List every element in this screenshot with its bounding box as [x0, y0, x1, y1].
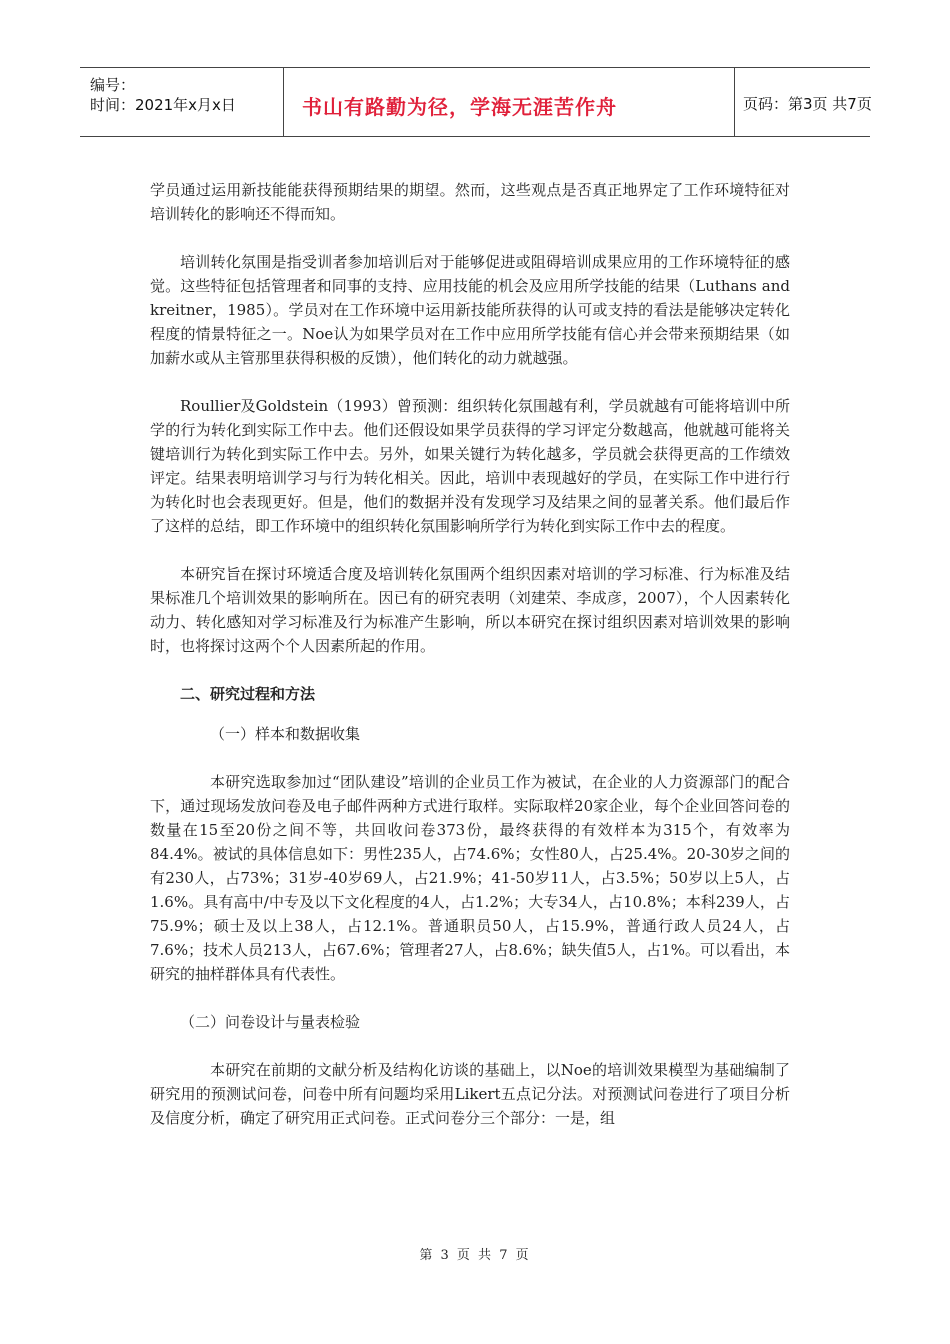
- paragraph-4: 本研究旨在探讨环境适合度及培训转化氛围两个组织因素对培训的学习标准、行为标准及结果标准几个培训效果的影响所在。因已有的研究表明（刘建荣、李成彦，2007），个人因素转化动力、转化感知对学习标准及行为标准产生影响，所以本研究在探讨组织因素对培训效果的影响时，也将探讨这两个个人因素所起的作用。: [150, 565, 790, 655]
- header-motto-cell: [284, 68, 735, 136]
- document-number-label: 编号：: [90, 76, 136, 94]
- header-page-cell: [735, 68, 870, 136]
- paragraph-5: 本研究选取参加过“团队建设”培训的企业员工作为被试，在企业的人力资源部门的配合下，通过现场发放问卷及电子邮件两种方式进行取样。实际取样20家企业，每个企业回答问卷的数量在15至20份之间不等，共回收问卷373份，最终获得的有效样本为315个，有效率为84.4%。被试的具体信息如下：男性235人，占74.6%；女性80人，占25.4%。20-30岁之间的有230人，占73%；31岁-40岁69人，占21.9%；41-50岁11人，占3.5%；50岁以上5人，占1.6%。具有高中/中专及以下文化程度的4人，占1.2%；大专34人，占10.8%；本科239人，占75.9%；硕士及以上38人，占12.1%。普通职员50人，占15.9%，普通行政人员24人，占7.6%；技术人员213人，占67.6%；管理者27人，占8.6%；缺失值5人，占1%。可以看出，本研究的抽样群体具有代表性。: [150, 773, 790, 983]
- paragraph-6: 本研究在前期的文献分析及结构化访谈的基础上，以Noe的培训效果模型为基础编制了研究用的预测试问卷，问卷中所有问题均采用Likert五点记分法。对预测试问卷进行了项目分析及信度分析，确定了研究用正式问卷。正式问卷分三个部分：一是，组: [150, 1061, 790, 1127]
- header-table: [80, 67, 870, 137]
- header-page-number: 页码：第3页 共7页: [743, 95, 872, 113]
- subsection-heading-1: （一）样本和数据收集: [210, 725, 361, 743]
- section-heading: 二、研究过程和方法: [180, 685, 316, 703]
- paragraph-2: 培训转化氛围是指受训者参加培训后对于能够促进或阻碍培训成果应用的工作环境特征的感觉。这些特征包括管理者和同事的支持、应用技能的机会及应用所学技能的结果（Luthans and kreitner，1985）。学员对在工作环境中运用新技能所获得的认可或支持的看法是能够决定转化程度的情景特征之一。Noe认为如果学员对在工作中应用所学技能有信心并会带来预期结果（如加薪水或从主管那里获得积极的反馈），他们转化的动力就越强。: [150, 253, 790, 367]
- header-info-cell: [80, 68, 284, 136]
- subsection-heading-2: （二）问卷设计与量表检验: [180, 1013, 361, 1031]
- header-motto: 书山有路勤为径，学海无涯苦作舟: [302, 95, 617, 119]
- paragraph-1: 学员通过运用新技能能获得预期结果的期望。然而，这些观点是否真正地界定了工作环境特征对培训转化的影响还不得而知。: [150, 181, 790, 223]
- paragraph-3: Roullier及Goldstein（1993）曾预测：组织转化氛围越有利，学员就越有可能将培训中所学的行为转化到实际工作中去。他们还假设如果学员获得的学习评定分数越高，他就越可能将关键培训行为转化到实际工作中去。另外，如果关键行为转化越多，学员就会获得更高的工作绩效评定。结果表明培训学习与行为转化相关。因此，培训中表现越好的学员，在实际工作中进行行为转化时也会表现更好。但是，他们的数据并没有发现学习及结果之间的显著关系。他们最后作了这样的总结，即工作环境中的组织转化氛围影响所学行为转化到实际工作中去的程度。: [150, 397, 790, 535]
- document-time-label: 时间：2021年x月x日: [90, 96, 236, 114]
- page-footer: 第 3 页 共 7 页: [419, 1248, 531, 1263]
- document-body: [150, 178, 790, 1130]
